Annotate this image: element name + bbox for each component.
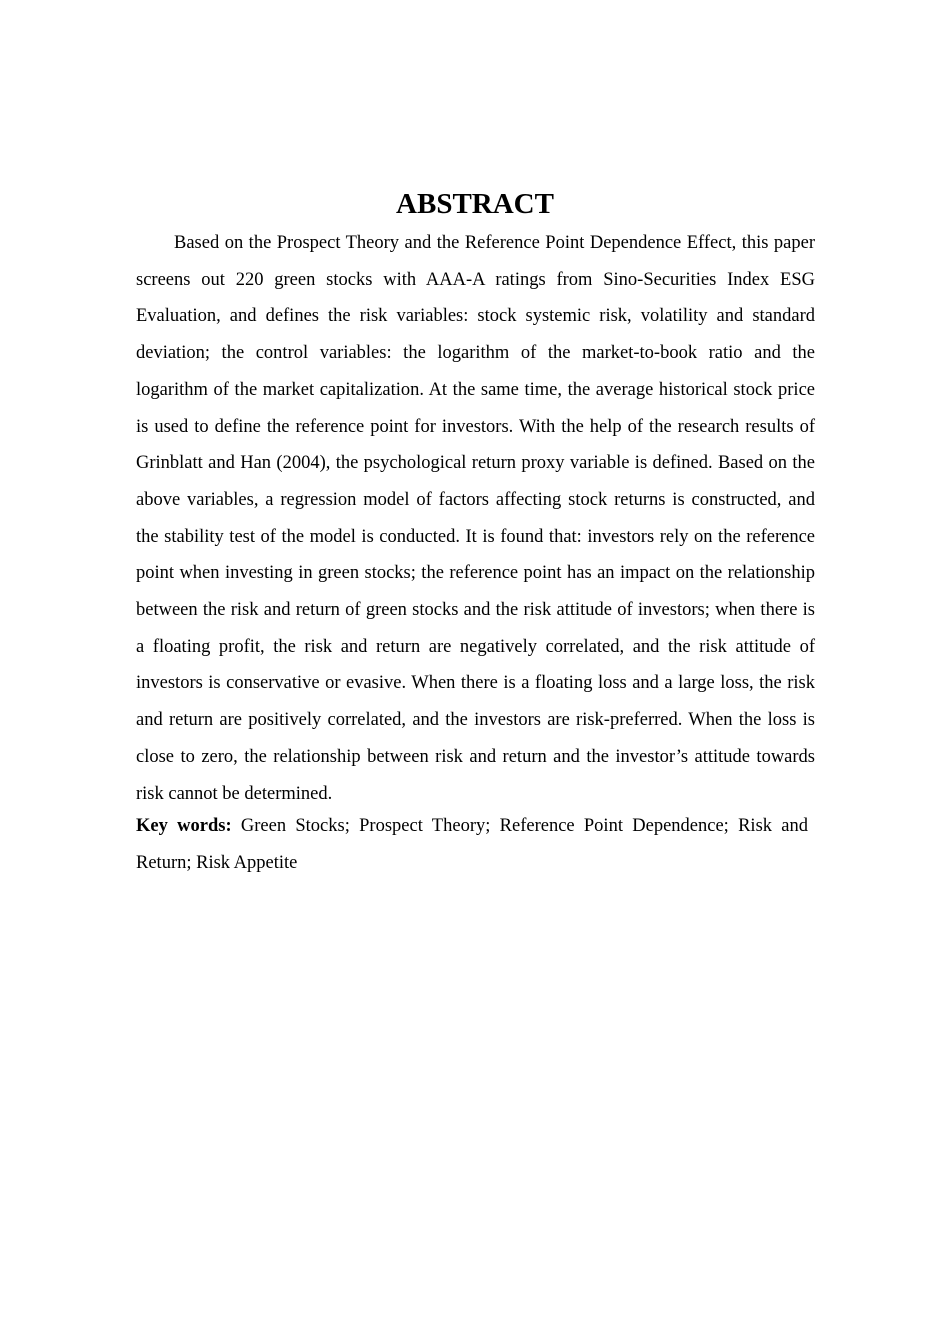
abstract-title: ABSTRACT — [396, 188, 554, 220]
keywords-text: Green Stocks; Prospect Theory; Reference Point Dependence; Risk and Return; Risk Appetite — [136, 816, 809, 873]
keywords-label: Key words: — [136, 816, 232, 836]
keywords-paragraph — [136, 808, 808, 882]
abstract-body: Based on the Prospect Theory and the Reference Point Dependence Effect, this paper screens out 220 green stocks with AAA-A ratings from Sino-Securities Index ESG Evaluation, and defines the risk variables: stock systemic risk, volatility and standard deviation; the control variables: the logarithm of the market-to-book ratio and the logarithm of the market capitalization. At the same time, the average historical stock price is used to define the reference point for investors. With the help of the research results of Grinblatt and Han (2004), the psychological return proxy variable is defined. Based on the above variables, a regression model of factors affecting stock returns is constructed, and the stability test of the model is conducted. It is found that: investors rely on the reference point when investing in green stocks; the reference point has an impact on the relationship between the risk and return of green stocks and the risk attitude of investors; when there is a floating profit, the risk and return are negatively correlated, and the risk attitude of investors is conservative or evasive. When there is a floating loss and a large loss, the risk and return are positively correlated, and the investors are risk-preferred. When the loss is close to zero, the relationship between risk and return and the investor’s attitude towards risk cannot be determined. — [136, 233, 815, 804]
